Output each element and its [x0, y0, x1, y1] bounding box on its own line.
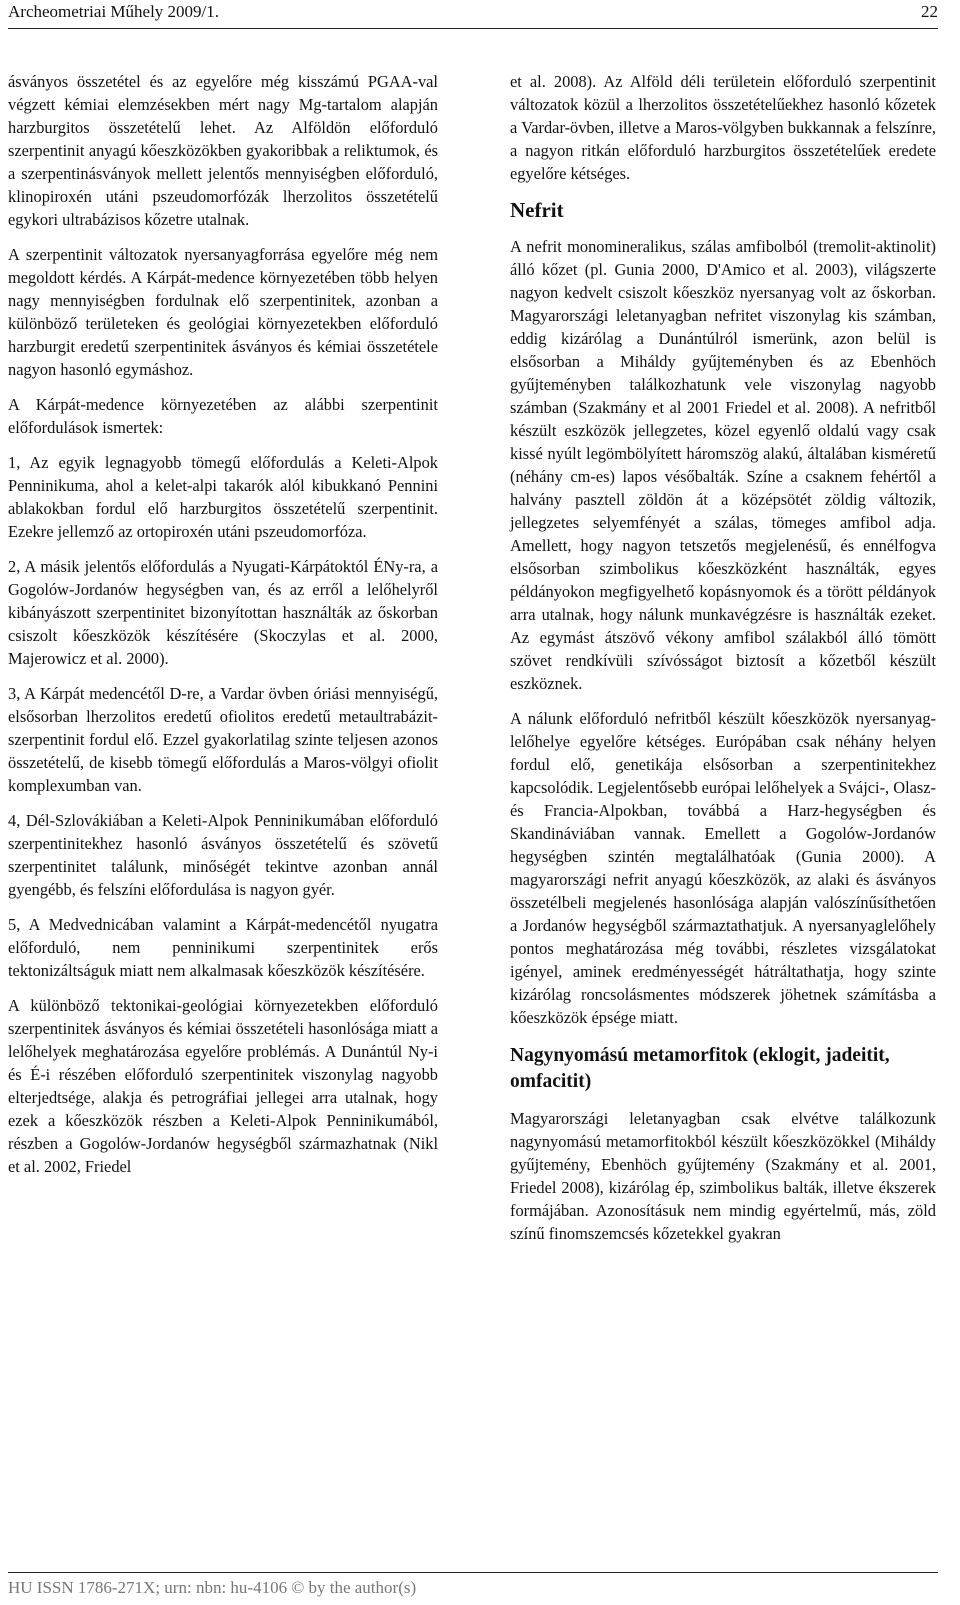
paragraph: ásványos összetétel és az egyelőre még kisszámú PGAA-val végzett kémiai elemzésekben mért nagy Mg-tartalom alapján harzburgitos összetételű lehet. Az Alföldön előforduló szerpentinit anyagú kőeszközökben gyakoribbak a reliktumok, és a szerpentinásványok mellett jelentős mennyiségben előforduló, klinopiroxén utáni pszeudomorfózák lherzolitos összetételű egykori ultrabázisos kőzetre utalnak. — [8, 72, 438, 229]
left-column — [8, 70, 438, 1190]
list-item: 3, A Kárpát medencétől D-re, a Vardar övben óriási mennyiségű, elsősorban lherzolitos eredetű ofiolitos eredetű metaultrabázit-szerpentinit fordul elő. Ezzel gyakorlatilag szinte teljesen azonos összetételű, de kisebb tömegű előfordulás a Maros-völgyi ofiolit komplexumban van. — [8, 684, 438, 795]
header-rule — [8, 28, 938, 29]
list-item: 5, A Medvednicában valamint a Kárpát-medencétől nyugatra előforduló, nem penninikumi szerpentinitek erős tektonizáltságuk miatt nem alkalmasak kőeszközök készítésére. — [8, 915, 438, 980]
page-footer — [8, 1572, 938, 1604]
paragraph: A szerpentinit változatok nyersanyagforrása egyelőre még nem megoldott kérdés. A Kárpát-medence környezetében több helyen nagy mennyiségben fordulnak elő szerpentinitek, azonban a különböző területeken és geológiai környezetekben előforduló harzburgit eredetű szerpentinitek ásványos és kémiai összetétele nagyon hasonló egymáshoz. — [8, 245, 438, 379]
section-heading-eklogit: Nagynyomású metamorfitok (eklogit, jadeitit, omfacitit) — [510, 1045, 890, 1092]
list-item: 1, Az egyik legnagyobb tömegű előfordulás a Keleti-Alpok Penninikuma, ahol a kelet-alpi takarók alól kibukkanó Pennini ablakokban fordul elő harzburgitos összetételű szerpentinit. Ezekre jellemző az ortopiroxén utáni pszeudomorfóza. — [8, 453, 438, 541]
journal-title: Archeometriai Műhely 2009/1. — [8, 2, 220, 21]
paragraph: A nálunk előforduló nefritből készült kőeszközök nyersanyag-lelőhelye egyelőre kétséges. Európában csak néhány helyen fordul elő, genetikája elsősorban a szerpentinitekhez kapcsolódik. Legjelentősebb európai lelőhelyek a Svájci-, Olasz- és Francia-Alpokban, továbbá a Harz-hegységben és Skandináviában vannak. Emellett a Gogolów-Jordanów hegységben szintén megtalálhatóak (Gunia 2000). A magyarországi nefrit anyagú kőeszközök, az alaki és ásványos összetélbeli megjelenés hasonlósága alapján valószínűsíthetően a Jordanów hegységből származtathatjuk. A nyersanyaglelőhely pontos meghatározása még további, részletes vizsgálatokat igényel, aminek eredményességét hátráltathatja, hogy szinte kizárólag roncsolásmentes módszerek jöhetnek számításba a kőeszközök épsége miatt. — [510, 709, 937, 1027]
paragraph: Magyarországi leletanyagban csak elvétve találkozunk nagynyomású metamorfitokból készült kőeszközökkel (Miháldy gyűjtemény, Ebenhöch gyűjtemény (Szakmány et al. 2001, Friedel 2008), kizárólag ép, szimbolikus balták, illetve ékszerek formájában. Azonosításuk nem mindig egyértelmű, más, zöld színű finomszemcsés kőzetekkel gyakran — [510, 1109, 936, 1243]
list-item: 2, A másik jelentős előfordulás a Nyugati-Kárpátoktól ÉNy-ra, a Gogolów-Jordanów hegységben van, és az erről a lelőhelyről kibányászott szerpentinitet bizonyítottan használták az őskorban csiszolt kőeszközök készítésére (Skoczylas et al. 2000, Majerowicz et al. 2000). — [8, 557, 438, 668]
paragraph: A nefrit monomineralikus, szálas amfibolból (tremolit-aktinolit) álló kőzet (pl. Gunia 2000, D'Amico et al. 2003), világszerte nagyon kedvelt csiszolt kőeszköz nyersanyag volt az őskorban. Magyarországi leletanyagban nefritet viszonylag kis számban, eddig kizárólag a Dunántúlról ismerünk, azon belül is elsősorban a Miháldy gyűjteményben és az Ebenhöch gyűjteményben találkozhatunk vele viszonylag nagyobb számban (Szakmány et al 2001 Friedel et al. 2008). A nefritből készült eszközök jellegzetes, közel egyenlő oldalú vagy csak kissé nyúlt legömbölyített háromszög alakú, általában kisméretű (néhány cm-es) lapos vésőbalták. Színe a csaknem fehértől a halvány pasztell zöldön át a középsötét zöldig változik, jellegzetes selyemfényét a szálas, tömeges amfibol adja. Amellett, hogy nagyon tetszetős megjelenésű, és ennélfogva elsősorban szimbolikus kőeszközként használták, egyes példányokon megfigyelhető kopásnyomok és a törött példányok arra utalnak, hogy nálunk munkavégzésre is használták ezeket. Az egymást átszövő vékony amfibol szálakból álló tömött szövet rendkívüli szívósságot biztosít a kőzetből készült eszköznek. — [510, 237, 936, 693]
section-heading-nefrit: Nefrit — [510, 198, 564, 222]
page-number: 22 — [921, 2, 938, 21]
page-header — [8, 0, 938, 34]
footer-rule — [8, 1572, 938, 1573]
paragraph: et al. 2008). Az Alföld déli területein előforduló szerpentinit változatok közül a lherzolitos összetételűekhez hasonló kőzetek a Vardar-övben, illetve a Maros-völgyben bukkannak a felszínre, a nagyon ritkán előforduló harzburgitos összetételűek eredete egyelőre kétséges. — [510, 72, 936, 183]
paragraph: A Kárpát-medence környezetében az alábbi szerpentinit előfordulások ismertek: — [8, 395, 438, 437]
right-column — [510, 70, 936, 1257]
paragraph: A különböző tektonikai-geológiai környezetekben előforduló szerpentinitek ásványos és kémiai összetételi hasonlósága miatt a lelőhelyek meghatározása egyelőre problémás. A Dunántúl Ny-i és É-i részében előforduló szerpentinitek viszonylag nagyobb elterjedtsége, alakja és petrográfiai jellegei arra utalnak, hogy ezek a kőeszközök részben a Keleti-Alpok Penninikumából, részben a Gogolów-Jordanów hegységből származhatnak (Nikl et al. 2002, Friedel — [8, 996, 438, 1176]
list-item: 4, Dél-Szlovákiában a Keleti-Alpok Penninikumában előforduló szerpentinitekhez hasonló ásványos összetételű és szövetű szerpentinitet találunk, minőségét tekintve azonban annál gyengébb, és felszíni előfordulása is nagyon gyér. — [8, 811, 438, 899]
footer-text: HU ISSN 1786-271X; urn: nbn: hu-4106 © by the author(s) — [8, 1578, 417, 1597]
